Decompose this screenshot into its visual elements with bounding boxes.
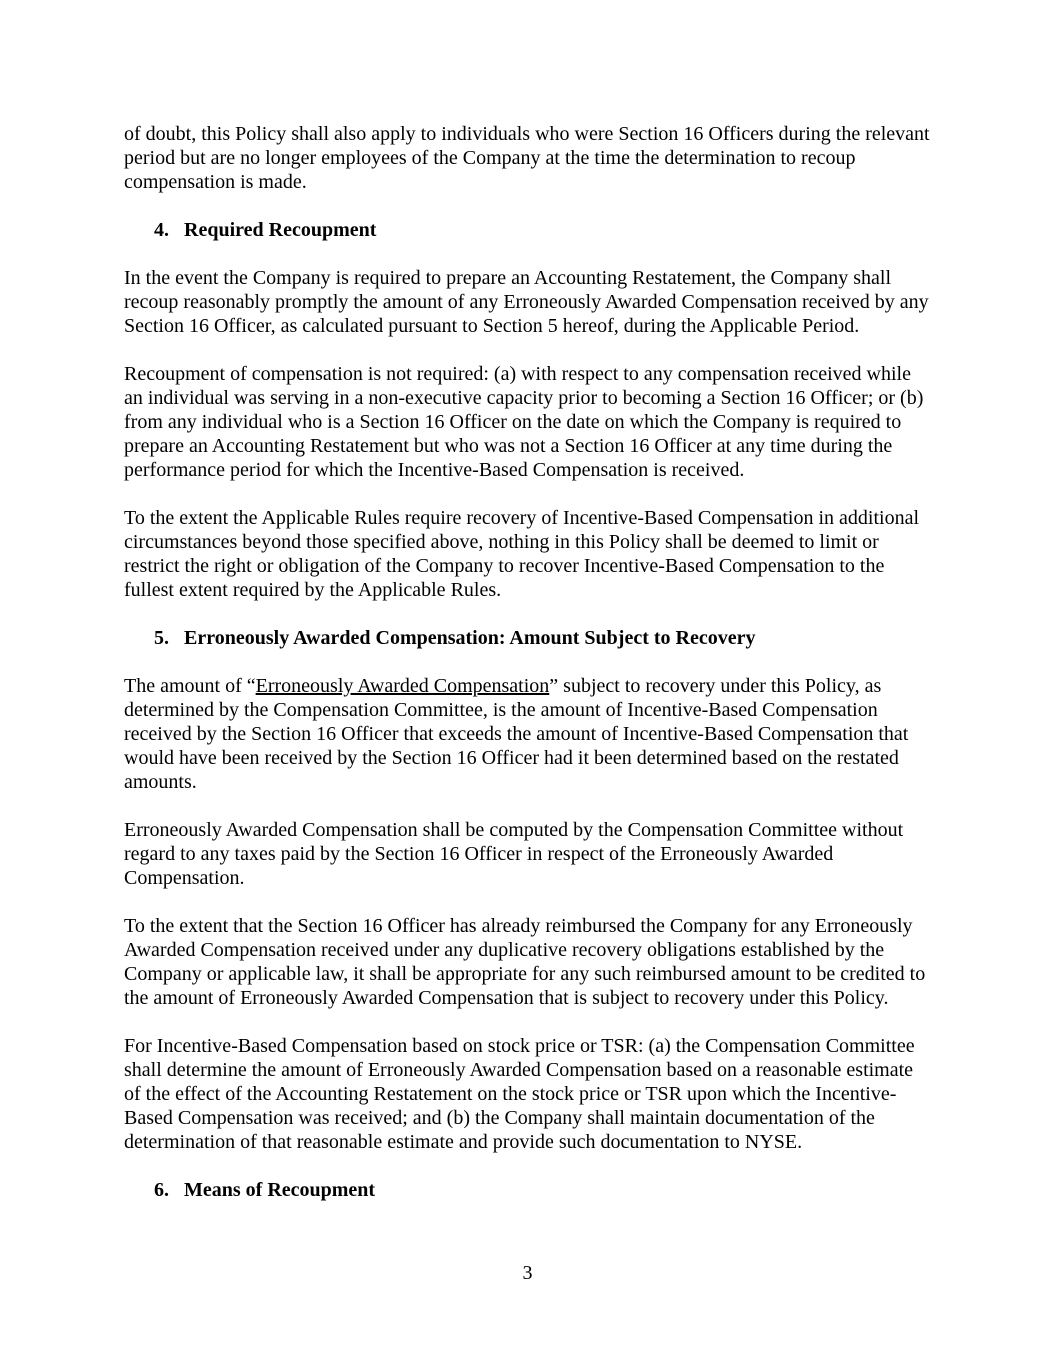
text-run: of doubt, this Policy shall also apply to individuals who were Section 16 Officers during the relevant period but are no longer employees of the Company at the time the determination to recoup compensation is made. <box>124 123 930 193</box>
text-run: In the event the Company is required to prepare an Accounting Restatement, the Company shall recoup reasonably promptly the amount of any Erroneously Awarded Compensation received by any Section 16 Officer, as calculated pursuant to Section 5 hereof, during the Applicable Period. <box>124 267 929 337</box>
text-run: To the extent the Applicable Rules require recovery of Incentive-Based Compensation in additional circumstances beyond those specified above, nothing in this Policy shall be deemed to limit or restrict the right or obligation of the Company to recover Incentive-Based Compensation to the fullest extent required by the Applicable Rules. <box>124 507 920 601</box>
section-number: 4. <box>154 219 169 241</box>
text-run: Erroneously Awarded Compensation shall be computed by the Compensation Committee without regard to any taxes paid by the Section 16 Officer in respect of the Erroneously Awarded Compensation. <box>124 819 904 889</box>
paragraph <box>124 674 931 794</box>
paragraph <box>124 266 931 338</box>
defined-term-underlined: Erroneously Awarded Compensation <box>255 675 550 697</box>
document-body <box>124 122 931 1226</box>
section-title: Erroneously Awarded Compensation: Amount Subject to Recovery <box>184 627 756 649</box>
text-run: ” subject to recovery under this Policy, as determined by the Compensation Committee, is the amount of Incentive-Based Compensation received by the Section 16 Officer that exceeds the amount of Incentive-Based Compensation that would have been received by the Section 16 Officer had it been determined based on the restated amounts. <box>124 675 909 793</box>
paragraph <box>124 914 931 1010</box>
text-run: The amount of “ <box>124 675 256 697</box>
section-title: Means of Recoupment <box>184 1179 376 1201</box>
section-number: 5. <box>154 627 169 649</box>
paragraph <box>124 362 931 482</box>
text-run: Recoupment of compensation is not required: (a) with respect to any compensation received while an individual was serving in a non-executive capacity prior to becoming a Section 16 Officer; or (b) from any individual who is a Section 16 Officer on the date on which the Company is required to prepare an Accounting Restatement but who was not a Section 16 Officer at any time during the performance period for which the Incentive-Based Compensation is received. <box>124 363 924 481</box>
paragraph <box>124 818 931 890</box>
section-title: Required Recoupment <box>184 219 377 241</box>
paragraph <box>124 1034 931 1154</box>
paragraph <box>124 506 931 602</box>
paragraph <box>124 122 931 194</box>
section-heading <box>124 218 931 242</box>
section-heading <box>124 626 931 650</box>
section-number: 6. <box>154 1179 169 1201</box>
text-run: For Incentive-Based Compensation based on stock price or TSR: (a) the Compensation Committee shall determine the amount of Erroneously Awarded Compensation based on a reasonable estimate of the effect of the Accounting Restatement on the stock price or TSR upon which the Incentive-Based Compensation was received; and (b) the Company shall maintain documentation of the determination of that reasonable estimate and provide such documentation to NYSE. <box>124 1035 915 1153</box>
page-number: 3 <box>522 1262 533 1284</box>
section-heading <box>124 1178 931 1202</box>
text-run: To the extent that the Section 16 Officer has already reimbursed the Company for any Erroneously Awarded Compensation received under any duplicative recovery obligations established by the Company or applicable law, it shall be appropriate for any such reimbursed amount to be credited to the amount of Erroneously Awarded Compensation that is subject to recovery under this Policy. <box>124 915 926 1009</box>
